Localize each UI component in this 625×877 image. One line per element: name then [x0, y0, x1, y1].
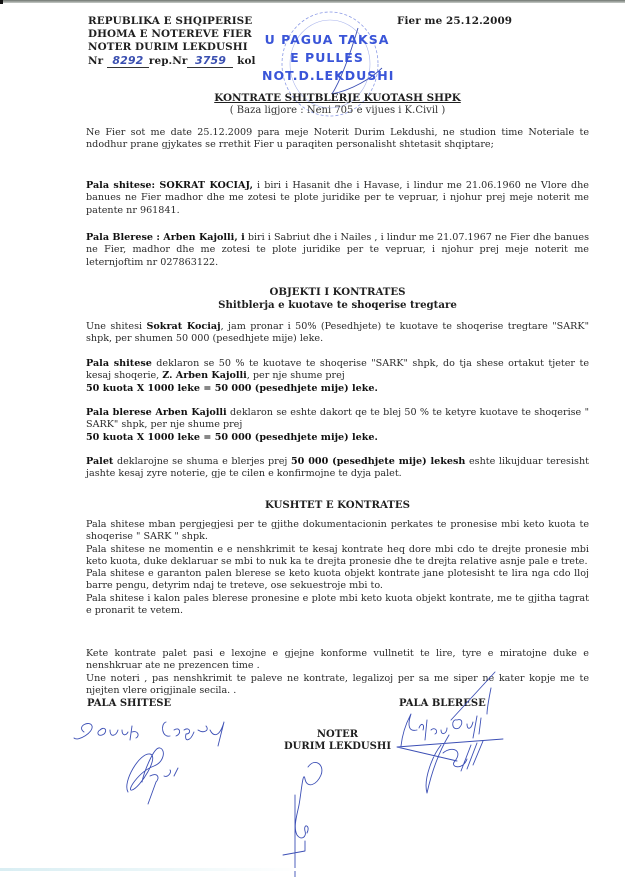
stamp-line-1: U PAGUA TAKSA — [264, 32, 390, 47]
object-paragraph-2 — [86, 358, 589, 395]
object-paragraph-3 — [86, 407, 589, 444]
conditions-list — [86, 519, 589, 617]
header-republic: REPUBLIKA E SHQIPERISE — [88, 15, 253, 27]
notary-label: NOTER — [316, 729, 359, 740]
rep-value: 3759 — [187, 54, 233, 68]
text-run: eshte likujduar teresisht jashte kesaj zyre noterie, gje te cilen e konfirmojne te dyja palet. — [86, 456, 589, 480]
object-paragraph-1 — [86, 321, 589, 346]
rep-label: rep.Nr — [148, 55, 188, 67]
seller-term: Pala shitese — [86, 358, 152, 369]
kol-label: kol — [237, 55, 256, 67]
buyer-name: Z. Arben Kajolli — [162, 370, 247, 382]
buyer-term: Pala blerese Arben Kajolli — [86, 407, 227, 418]
seller-name: Sokrat Kociaj — [146, 321, 221, 332]
notary-name: DURIM LEKDUSHI — [283, 741, 392, 752]
condition-item: Pala shitese e garanton palen blerese se keto kuota objekt kontrate jane plotesisht te lira nga cdo lloj barre pengu, detyrim ndaj te treteve, ose sekuestroje mbi to. — [86, 568, 589, 592]
notary-signature — [275, 755, 335, 877]
price-formula: 50 kuota X 1000 leke = 50 000 (pesedhjete mije) leke. — [86, 382, 378, 394]
scan-artifact — [0, 868, 300, 871]
text-run: , per nje shume prej — [246, 370, 345, 382]
text-run: deklaron se 50 % te kuotave te shoqerise "SARK" shpk, do tja shese ortakut tjeter te kesaj shoqerie, — [86, 358, 589, 382]
seller-label: Pala shitese: SOKRAT KOCIAJ, — [86, 180, 253, 191]
stamp-line-3: NOT.D.LEKDUSHI — [262, 68, 395, 83]
parties-term: Palet — [86, 456, 114, 467]
condition-item: Pala shitese mban pergjegjesi per te gjithe dokumentacionin perkates te pronesise mbi keto kuota te shoqerise " SARK " shpk. — [86, 519, 589, 543]
intro-paragraph: Ne Fier sot me date 25.12.2009 para meje Noterit Durim Lekdushi, ne studion time Noteriale te ndodhur prane gjykates se rrethit Fier u paraqiten personalisht shtetasit shqiptare; — [86, 127, 589, 151]
closing-paragraph-2: Une noteri , pas nenshkrimit te paleve ne kontrate, legalizoj per sa me siper ne kater kopje me te njejten vlere origjinale secila. . — [86, 672, 589, 696]
condition-item: Pala shitese i kalon pales blerese pronesine e plote mbi keto kuota objekt kontrate, me te gjitha tagrat e pronarit te vetem. — [86, 592, 589, 617]
object-heading: OBJEKTI I KONTRATES — [269, 286, 406, 298]
header-chamber: DHOMA E NOTEREVE FIER — [88, 28, 252, 40]
header-notary: NOTER DURIM LEKDUSHI — [88, 41, 248, 53]
nr-label: Nr — [88, 55, 104, 67]
text-run: deklarojne se shuma e blerjes prej — [113, 456, 291, 467]
contract-title: KONTRATE SHITBLERJE KUOTASH SHPK — [214, 92, 461, 104]
buyer-signature — [393, 735, 513, 805]
stamp-line-2: E PULLES — [290, 50, 364, 65]
closing-paragraph-1: Kete kontrate palet pasi e lexojne e gjejne konforme vullnetit te lire, tyre e miratojne duke e nenshkruar ate ne prezencen time . — [86, 648, 589, 672]
buyer-details: biri i Sabriut dhe i Nailes , i lindur me 21.07.1967 ne Fier dhe banues ne Fier, madhor dhe me zotesi te plote juridike per te vepruar, i njohur prej meje noterit me leternjoftim nr 027863122. — [86, 232, 589, 268]
closing-block — [86, 648, 589, 697]
conditions-heading: KUSHTET E KONTRATES — [264, 499, 410, 511]
seller-details: i biri i Hasanit dhe i Havase, i lindur me 21.06.1960 ne Vlore dhe banues ne Fier madhor dhe me zotesi te plote juridike per te vepruar, i njohur prej meje noterit me patente nr 961841. — [86, 180, 589, 216]
object-paragraph-4 — [86, 456, 589, 481]
seller-signature — [120, 742, 210, 810]
header-block — [88, 15, 256, 68]
price-amount: 50 000 (pesedhjete mije) lekesh — [291, 456, 466, 467]
seller-signature-label: PALA SHITESE — [87, 698, 172, 709]
text-run: , jam pronar i 50% (Pesedhjete) te kuotave te shoqerise tregtare "SARK" shpk, per shumen 50 000 (pesedhjete mije) leke. — [86, 321, 589, 345]
text-run: Une shitesi — [86, 321, 147, 332]
legal-basis: ( Baza ligjore : Neni 705 e vijues i K.Civil ) — [229, 105, 446, 116]
object-subheading: Shitblerja e kuotave te shoqerise tregtare — [218, 299, 457, 311]
place-date: Fier me 25.12.2009 — [397, 15, 513, 27]
nr-value: 8292 — [107, 54, 149, 68]
text-run: deklaron se eshte dakort qe te blej 50 % te ketyre kuotave te shoqerise " SARK" shpk, per nje shume prej — [86, 407, 589, 431]
buyer-label: Pala Blerese : Arben Kajolli, i — [86, 232, 245, 243]
tax-stamp — [262, 8, 395, 104]
condition-item: Pala shitese ne momentin e e nenshkrimit te kesaj kontrate heq dore mbi cdo te drejte pronesie mbi keto kuota, duke deklaruar se mbi to nuk ka te drejta pronesie dhe te drejta relative asnje pale e trete. — [86, 543, 589, 567]
seller-paragraph — [86, 180, 589, 217]
price-formula: 50 kuota X 1000 leke = 50 000 (pesedhjete mije) leke. — [86, 431, 378, 443]
buyer-signature-label: PALA BLERESE — [399, 698, 486, 709]
header-numbers — [88, 54, 256, 68]
buyer-paragraph — [86, 232, 589, 269]
